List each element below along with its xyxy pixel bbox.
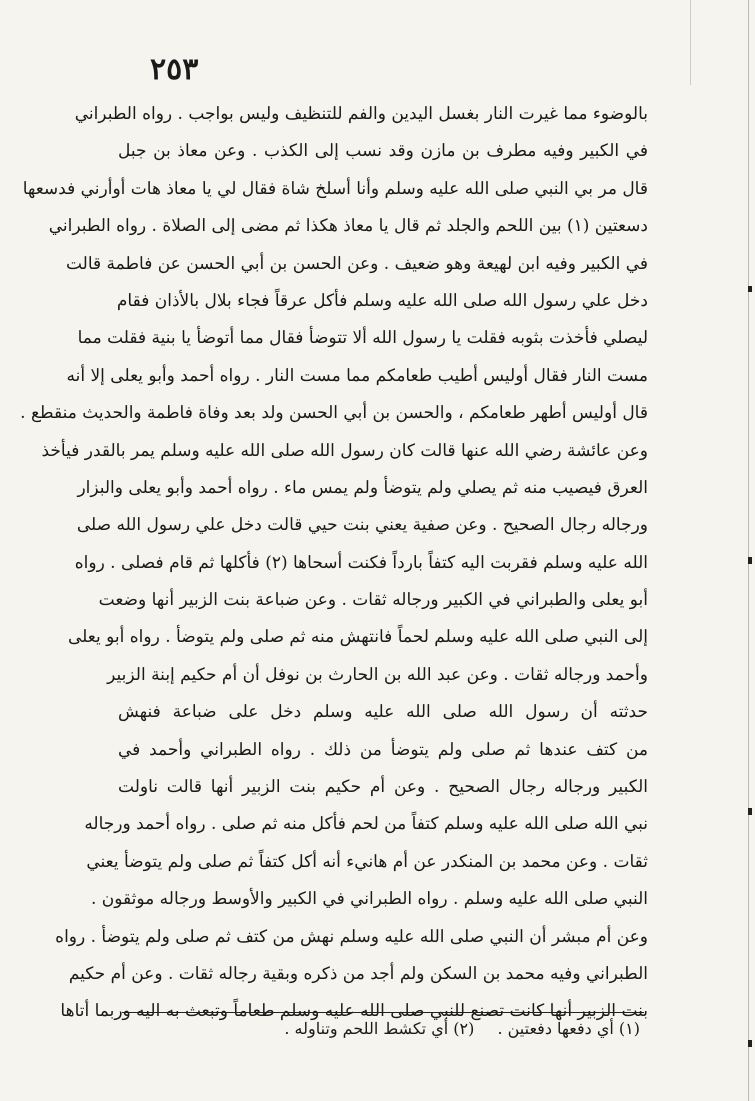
text-line: الكبير ورجاله رجال الصحيح . وعن أم حكيم بنت الزبير أنها قالت ناولت	[118, 777, 648, 798]
text-line: من كتف عندها ثم صلى ولم يتوضأ من ذلك . رواه الطبراني وأحمد في	[118, 739, 648, 760]
text-line: دسعتين (١) بين اللحم والجلد ثم قال يا معاذ هكذا ثم مضى إلى الصلاة . رواه الطبراني	[48, 216, 648, 237]
main-text	[20, 96, 648, 1031]
text-line: ورجاله رجال الصحيح . وعن صفية يعني بنت حيي قالت دخل علي رسول الله صلى	[76, 515, 648, 536]
text-line: بنت الزبير أنها كانت تصنع للنبي صلى الله عليه وسلم طعاماً وتبعث به اليه وربما أتاها	[60, 1001, 648, 1022]
scan-dot	[748, 808, 752, 815]
text-line: الله عليه وسلم فقربت اليه كتفاً بارداً فكنت أسحاها (٢) فأكلها ثم قام فصلى . رواه	[74, 552, 648, 573]
scan-edge-line	[748, 0, 749, 1101]
scan-dot	[748, 286, 752, 292]
text-line: النبي صلى الله عليه وسلم . رواه الطبراني في الكبير والأوسط ورجاله موثقون .	[90, 889, 648, 910]
text-line: الطبراني وفيه محمد بن السكن ولم أجد من ذكره وبقية رجاله ثقات . وعن أم حكيم	[68, 963, 648, 984]
text-line: قال مر بي النبي صلى الله عليه وسلم وأنا أسلخ شاة فقال لي يا معاذ هات أوأرني فدسعها	[22, 178, 648, 199]
text-line: حدثته أن رسول الله صلى الله عليه وسلم دخل على ضباعة فنهش	[118, 702, 648, 723]
text-line: نبي الله صلى الله عليه وسلم كتفاً من لحم فأكل منه ثم صلى . رواه أحمد ورجاله	[84, 814, 648, 835]
text-line: العرق فيصيب منه ثم يصلي ولم يتوضأ ولم يمس ماء . رواه أحمد وأبو يعلى والبزار	[77, 477, 648, 498]
footnote-divider	[122, 1012, 644, 1013]
text-line: وأحمد ورجاله ثقات . وعن عبد الله بن الحارث بن نوفل أن أم حكيم إبنة الزبير	[107, 664, 648, 685]
text-line: في الكبير وفيه ابن لهيعة وهو ضعيف . وعن الحسن بن أبي الحسن عن فاطمة قالت	[65, 253, 648, 274]
text-line: ليصلي فأخذت بثوبه فقلت يا رسول الله ألا تتوضأ فقال مما أتوضأ يا بنية فقلت مما	[77, 328, 648, 349]
footnote-2: (٢) أي تكشط اللحم وتناوله .	[284, 1019, 475, 1038]
text-line: ثقات . وعن محمد بن المنكدر عن أم هانيء أنه أكل كتفاً ثم صلى ولم يتوضأ يعني	[86, 851, 648, 872]
text-line: إلى النبي صلى الله عليه وسلم لحماً فانتهش منه ثم صلى ولم يتوضأ . رواه أبو يعلى	[67, 627, 648, 648]
text-line: بالوضوء مما غيرت النار بغسل اليدين والفم للتنظيف وليس بواجب . رواه الطبراني	[74, 104, 648, 124]
text-line: أبو يعلى والطبراني في الكبير ورجاله ثقات . وعن ضباعة بنت الزبير أنها وضعت	[98, 590, 648, 611]
footnote-1: (١) أي دفعها دفعتين .	[497, 1019, 640, 1038]
page-number: ٢٥٣	[150, 52, 199, 87]
text-line: مست النار فقال أوليس أطيب طعامكم مما مست النار . رواه أحمد وأبو يعلى إلا أنه	[66, 365, 648, 386]
text-line: قال أوليس أطهر طعامكم ، والحسن بن أبي الحسن ولد بعد وفاة فاطمة والحديث منقطع .	[20, 403, 648, 424]
scan-dot	[748, 557, 752, 564]
text-line: وعن عائشة رضي الله عنها قالت كان رسول الله صلى الله عليه وسلم يمر بالقدر فيأخذ	[41, 440, 648, 461]
text-line: دخل علي رسول الله صلى الله عليه وسلم فأكل عرقاً فجاء بلال بالأذان فقام	[116, 290, 648, 311]
scan-scratch-line	[690, 0, 691, 85]
scan-dot	[748, 1040, 752, 1047]
footnotes	[200, 1016, 640, 1042]
text-line: وعن أم مبشر أن النبي صلى الله عليه وسلم نهش من كتف ثم صلى ولم يتوضأ . رواه	[55, 926, 648, 947]
text-line: في الكبير وفيه مطرف بن مازن وقد نسب إلى الكذب . وعن معاذ بن جبل	[118, 141, 648, 162]
